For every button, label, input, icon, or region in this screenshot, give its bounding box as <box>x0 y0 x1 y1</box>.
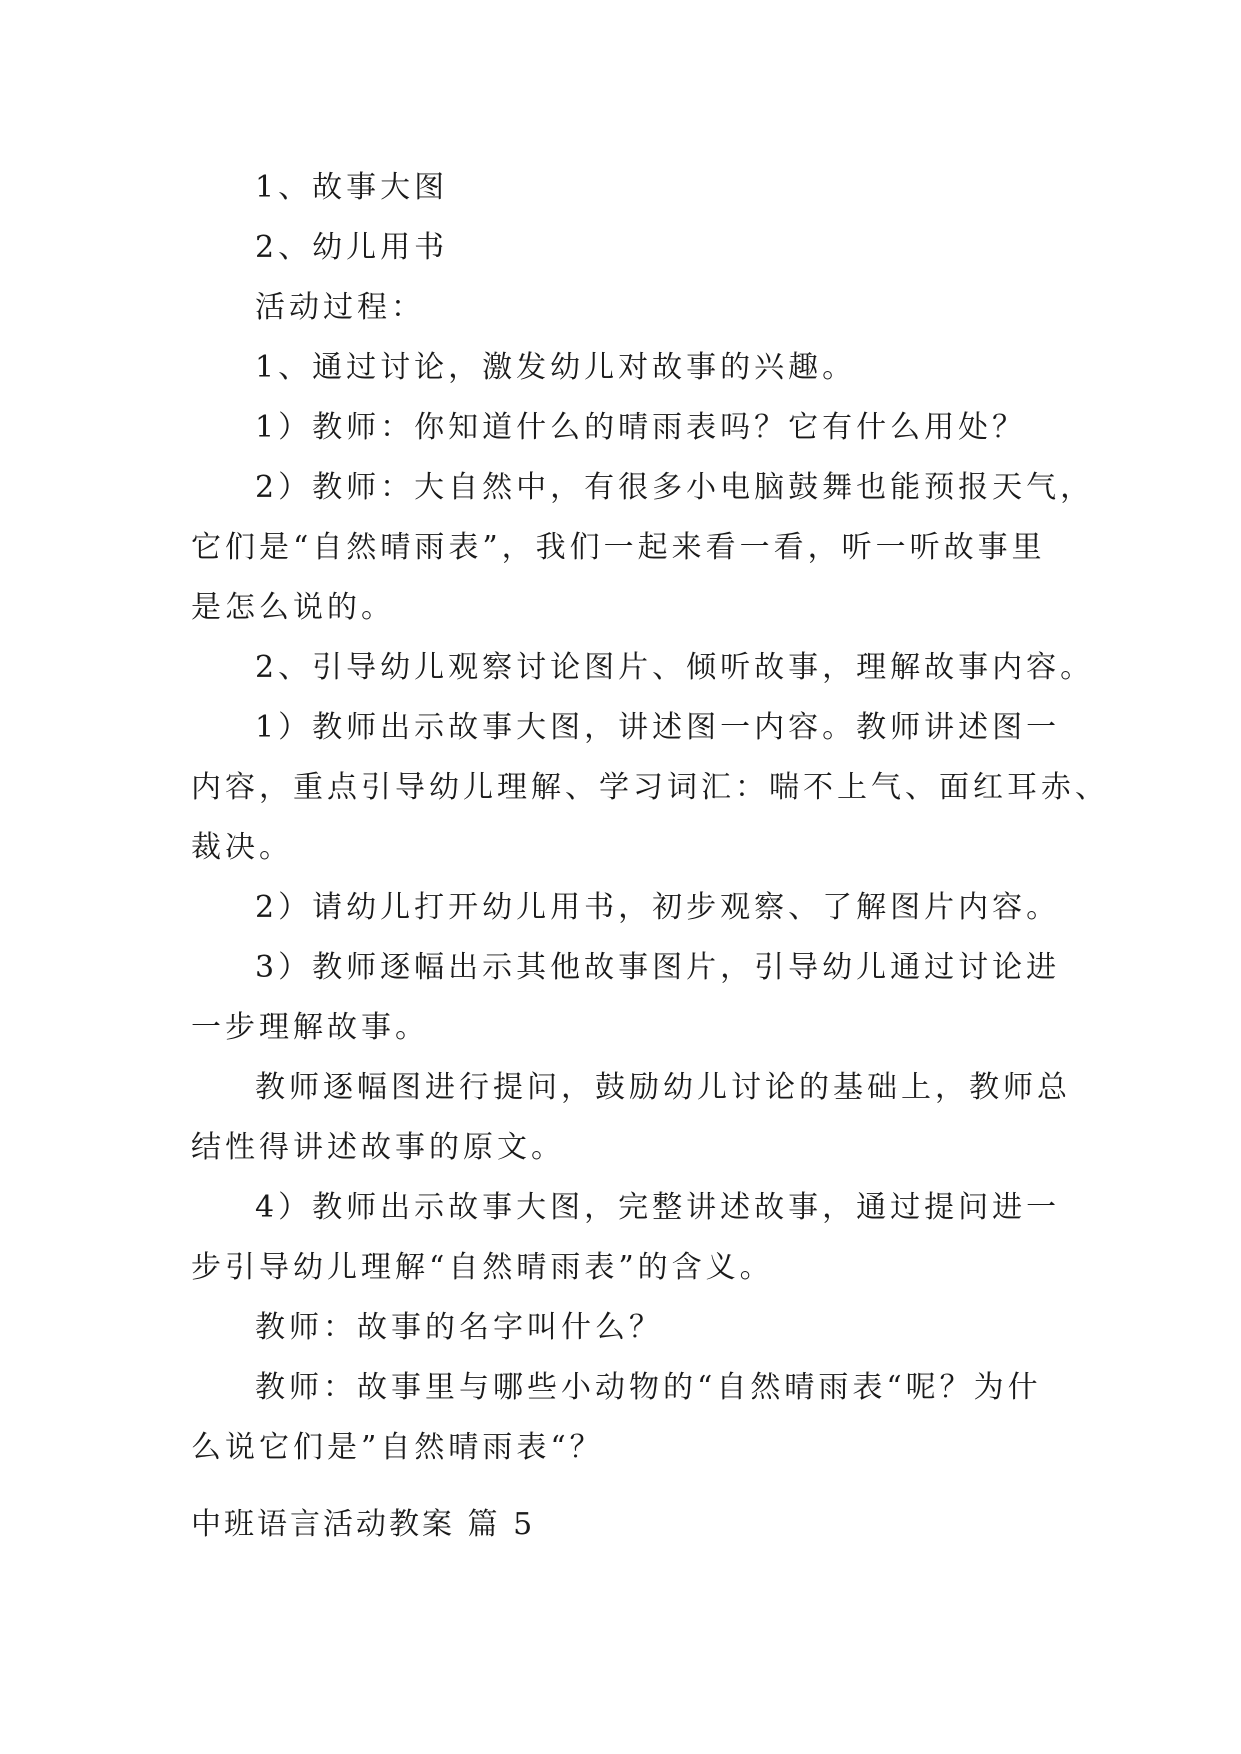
text-line: 2、幼儿用书 <box>255 230 449 265</box>
text-line: 它们是“自然晴雨表”，我们一起来看一看，听一听故事里 <box>191 530 1046 565</box>
text-line: 1、通过讨论，激发幼儿对故事的兴趣。 <box>255 350 857 385</box>
text-line: 么说它们是”自然晴雨表“？ <box>191 1430 604 1465</box>
document-body <box>191 158 1109 1478</box>
text-line: 裁决。 <box>191 830 293 865</box>
text-line: 是怎么说的。 <box>191 590 395 625</box>
text-line: 教师：故事的名字叫什么？ <box>255 1310 663 1345</box>
section-heading: 中班语言活动教案 篇 5 <box>191 1507 536 1542</box>
text-line: 2）请幼儿打开幼儿用书，初步观察、了解图片内容。 <box>255 890 1061 925</box>
text-line: 1）教师出示故事大图，讲述图一内容。教师讲述图一 <box>255 710 1061 745</box>
text-line: 2）教师：大自然中，有很多小电脑鼓舞也能预报天气， <box>255 470 1095 505</box>
text-line: 3）教师逐幅出示其他故事图片，引导幼儿通过讨论进 <box>255 950 1061 985</box>
text-line: 活动过程： <box>255 290 425 325</box>
text-line: 内容，重点引导幼儿理解、学习词汇：喘不上气、面红耳赤、 <box>191 770 1109 805</box>
text-line: 步引导幼儿理解“自然晴雨表”的含义。 <box>191 1250 774 1285</box>
text-line: 教师逐幅图进行提问，鼓励幼儿讨论的基础上，教师总 <box>255 1070 1071 1105</box>
text-line: 4）教师出示故事大图，完整讲述故事，通过提问进一 <box>255 1190 1061 1225</box>
text-line: 1、故事大图 <box>255 170 449 205</box>
text-line: 一步理解故事。 <box>191 1010 429 1045</box>
text-line: 1）教师：你知道什么的晴雨表吗？它有什么用处？ <box>255 410 1027 445</box>
text-line: 结性得讲述故事的原文。 <box>191 1130 565 1165</box>
text-line: 2、引导幼儿观察讨论图片、倾听故事，理解故事内容。 <box>255 650 1095 685</box>
text-line: 教师：故事里与哪些小动物的“自然晴雨表“呢？为什 <box>255 1370 1042 1405</box>
